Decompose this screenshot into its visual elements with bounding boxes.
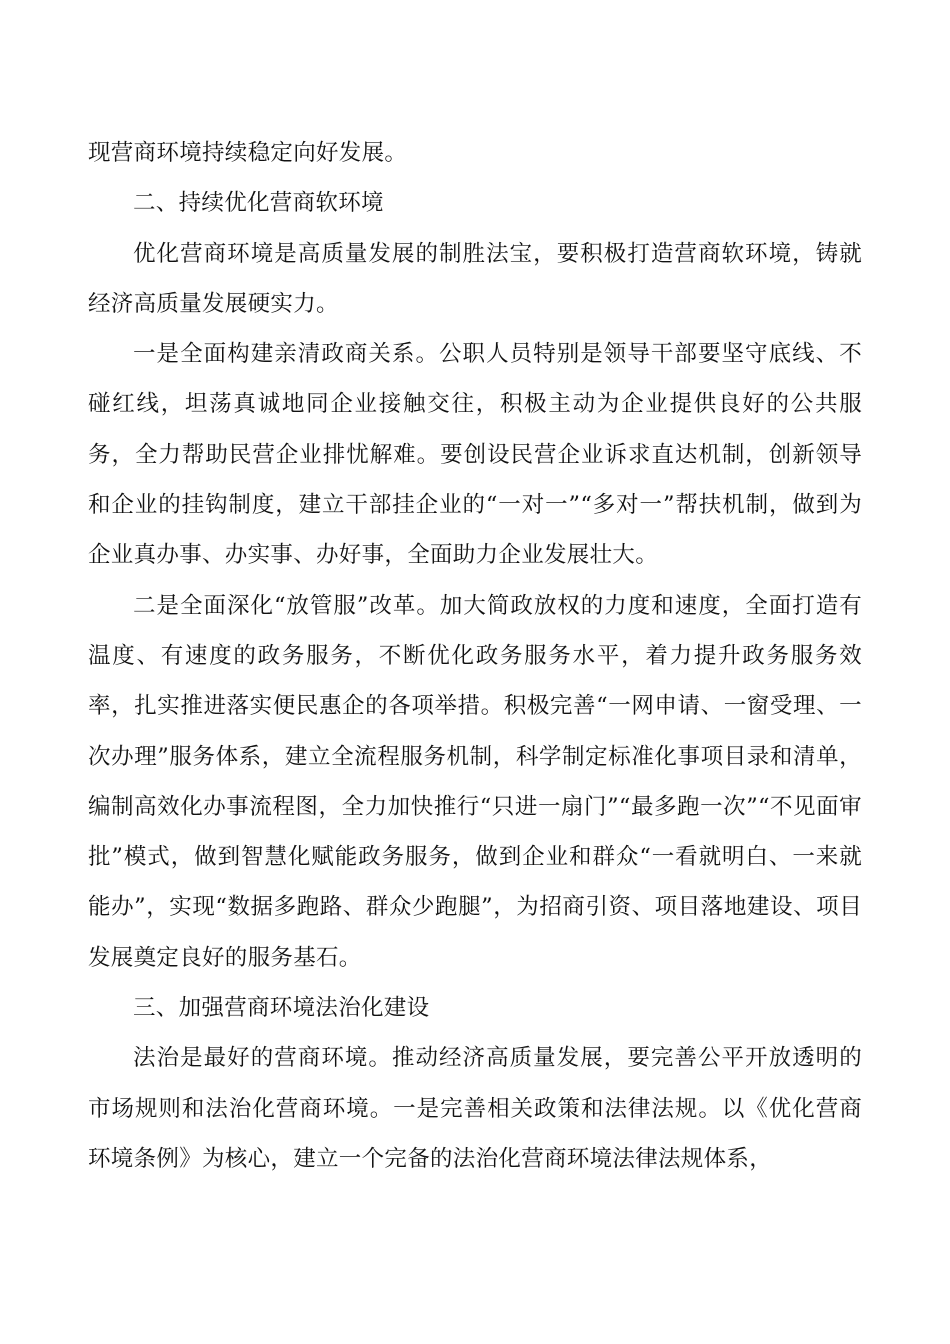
paragraph-continuation: 现营商环境持续稳定向好发展。 bbox=[88, 140, 408, 166]
paragraph-rule-of-law: 法治是最好的营商环境。推动经济高质量发展，要完善公平开放透明的市场规则和法治化营商环境。一是完善相关政策和法律法规。以《优化营商环境条例》为核心，建立一个完备的法治化营商环境法律法规体系， bbox=[88, 1045, 862, 1172]
section-heading-2: 二、持续优化营商软环境 bbox=[133, 190, 384, 217]
section-heading-3: 三、加强营商环境法治化建设 bbox=[133, 995, 430, 1022]
paragraph-intro: 优化营商环境是高质量发展的制胜法宝，要积极打造营商软环境，铸就经济高质量发展硬实力。 bbox=[88, 240, 862, 317]
paragraph-point-2: 二是全面深化“放管服”改革。加大简政放权的力度和速度，全面打造有温度、有速度的政务服务，不断优化政务服务水平，着力提升政务服务效率，扎实推进落实便民惠企的各项举措。积极完善“一网申请、一窗受理、一次办理”服务体系，建立全流程服务机制，科学制定标准化事项目录和清单，编制高效化办事流程图，全力加快推行“只进一扇门”“最多跑一次”“不见面审批”模式，做到智慧化赋能政务服务，做到企业和群众“一看就明白、一来就能办”，实现“数据多跑路、群众少跑腿”，为招商引资、项目落地建设、项目发展奠定良好的服务基石。 bbox=[88, 592, 862, 971]
document-body bbox=[88, 128, 862, 1184]
paragraph-point-1: 一是全面构建亲清政商关系。公职人员特别是领导干部要坚守底线、不碰红线，坦荡真诚地同企业接触交往，积极主动为企业提供良好的公共服务，全力帮助民营企业排忧解难。要创设民营企业诉求直达机制，创新领导和企业的挂钩制度，建立干部挂企业的“一对一”“多对一”帮扶机制，做到为企业真办事、办实事、办好事，全面助力企业发展壮大。 bbox=[88, 341, 862, 569]
